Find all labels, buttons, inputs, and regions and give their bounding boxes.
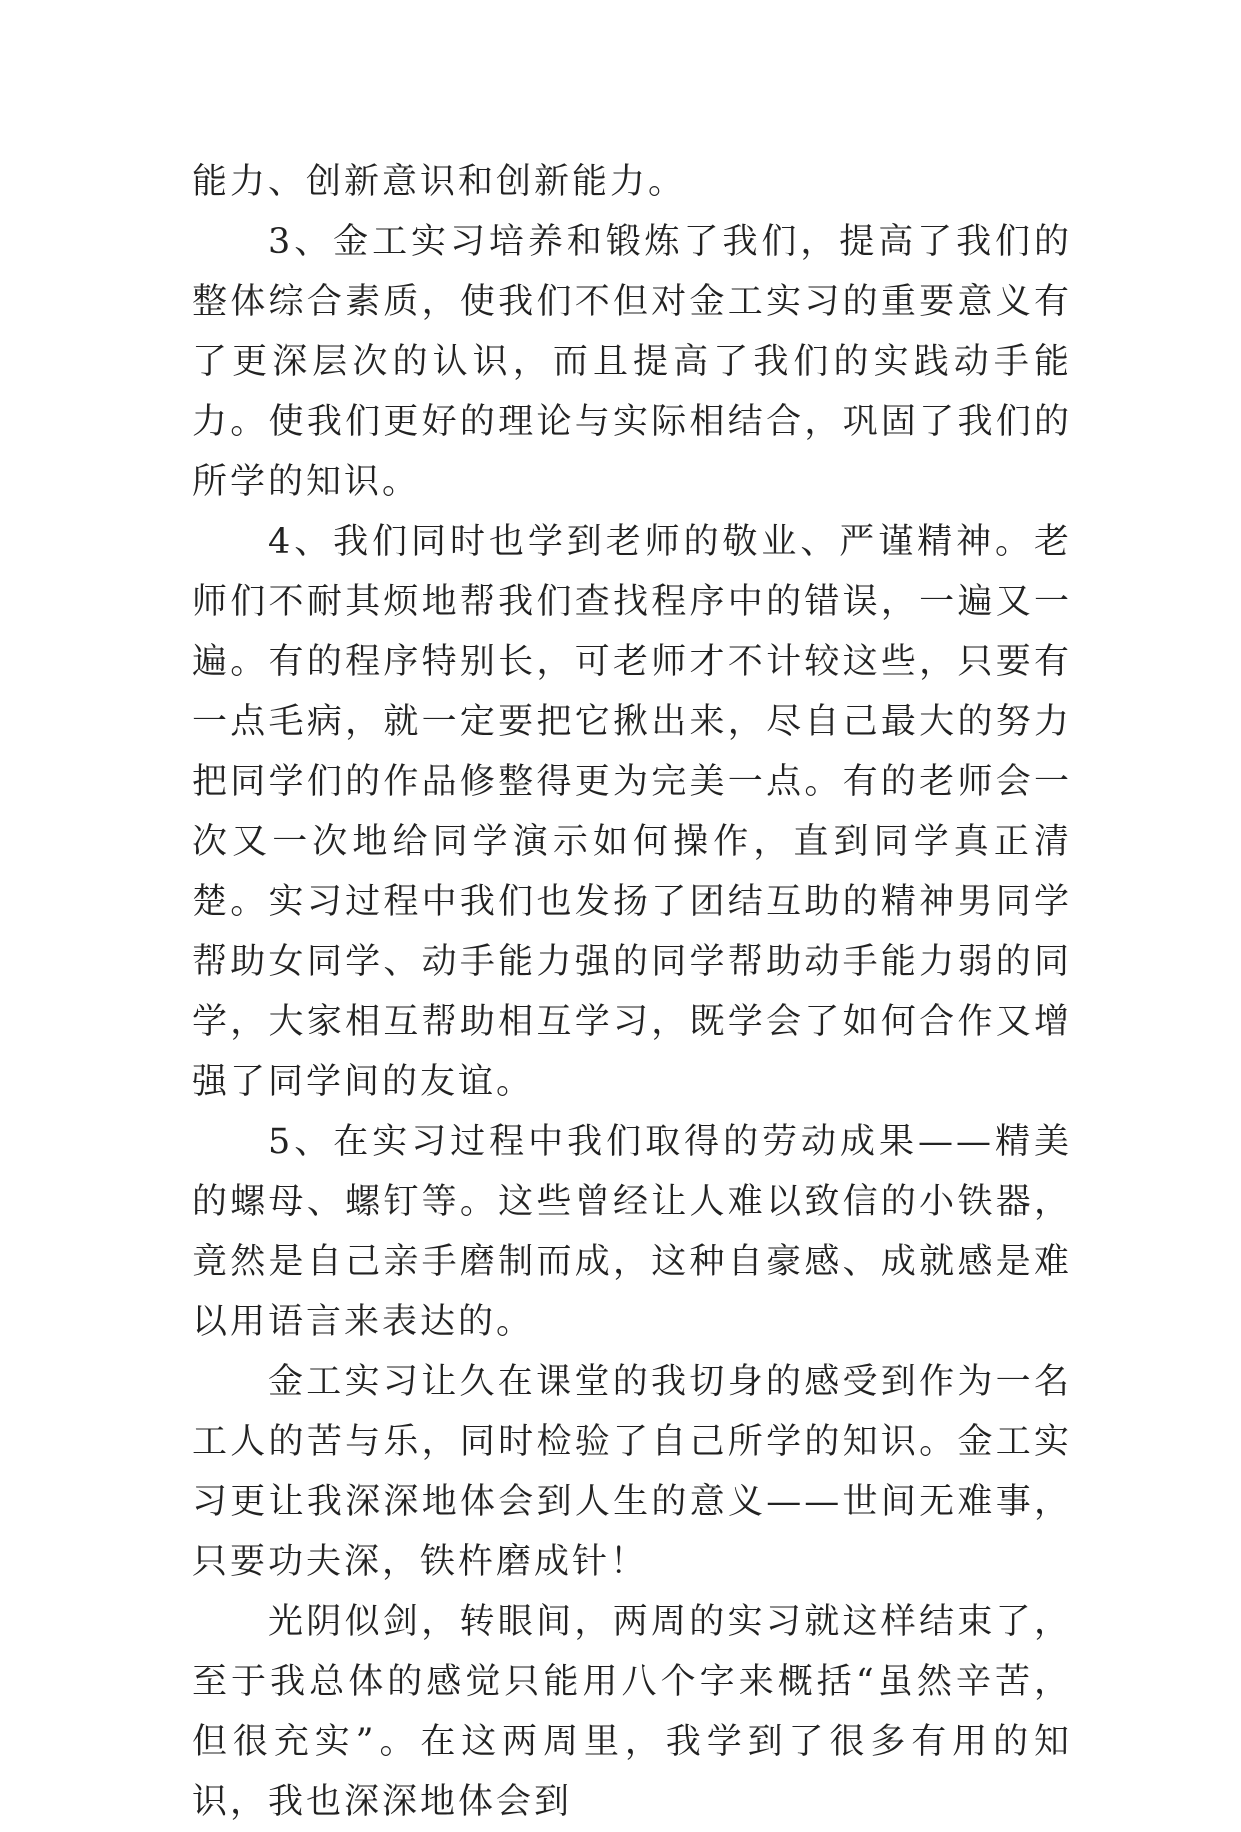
paragraph-6: 光阴似剑，转眼间，两周的实习就这样结束了，至于我总体的感觉只能用八个字来概括“虽然辛苦，但很充实”。在这两周里，我学到了很多有用的知识，我也深深地体会到 <box>192 1602 1072 1822</box>
paragraph-5: 金工实习让久在课堂的我切身的感受到作为一名工人的苦与乐，同时检验了自己所学的知识。金工实习更让我深深地体会到人生的意义——世间无难事，只要功夫深，铁杵磨成针！ <box>192 1362 1072 1582</box>
paragraph-4: 5、在实习过程中我们取得的劳动成果——精美的螺母、螺钉等。这些曾经让人难以致信的小铁器，竟然是自己亲手磨制而成，这种自豪感、成就感是难以用语言来表达的。 <box>192 1122 1072 1342</box>
paragraph-1: 能力、创新意识和创新能力。 <box>192 162 687 202</box>
document-body <box>192 152 1072 1832</box>
paragraph-3: 4、我们同时也学到老师的敬业、严谨精神。老师们不耐其烦地帮我们查找程序中的错误，一遍又一遍。有的程序特别长，可老师才不计较这些，只要有一点毛病，就一定要把它揪出来，尽自己最大的努力把同学们的作品修整得更为完美一点。有的老师会一次又一次地给同学演示如何操作，直到同学真正清楚。实习过程中我们也发扬了团结互助的精神男同学帮助女同学、动手能力强的同学帮助动手能力弱的同学，大家相互帮助相互学习，既学会了如何合作又增强了同学间的友谊。 <box>192 522 1072 1102</box>
paragraph-2: 3、金工实习培养和锻炼了我们，提高了我们的整体综合素质，使我们不但对金工实习的重要意义有了更深层次的认识，而且提高了我们的实践动手能力。使我们更好的理论与实际相结合，巩固了我们的所学的知识。 <box>192 222 1072 502</box>
